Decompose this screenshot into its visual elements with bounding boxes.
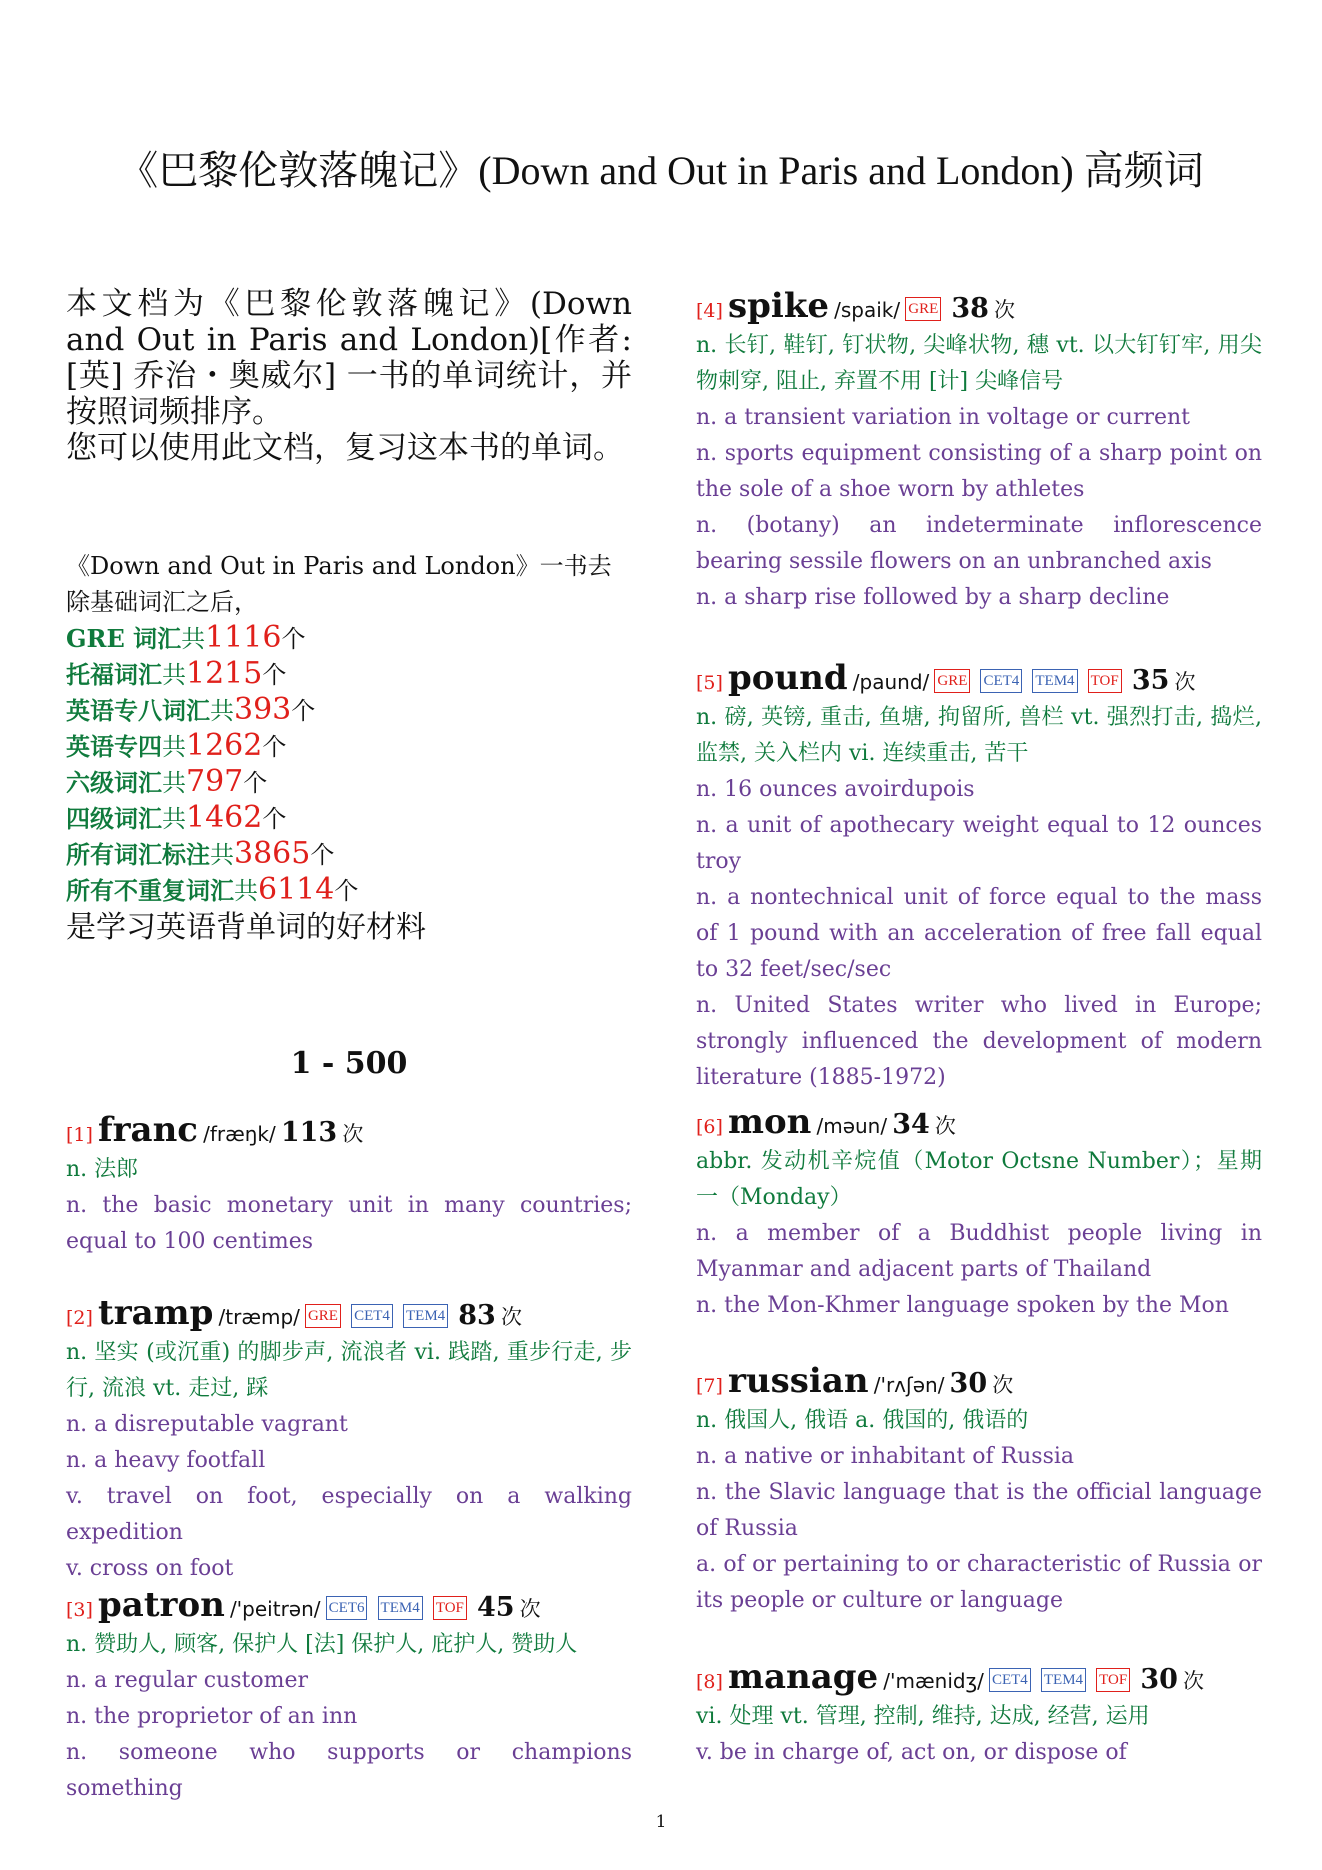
entry-phonetic: /'rʌʃən/ xyxy=(873,1373,945,1397)
entry-chinese-definition: n. 赞助人, 顾客, 保护人 [法] 保护人, 庇护人, 赞助人 xyxy=(66,1632,578,1657)
intro-text xyxy=(66,286,632,466)
entry-definition: n. a member of a Buddhist people living in Myanmar and adjacent parts of Thailand xyxy=(696,1221,1262,1282)
entry-index: [4] xyxy=(696,300,723,322)
intro-paragraph: 您可以使用此文档，复习这本书的单词。 xyxy=(66,430,624,466)
tag-badge: CET6 xyxy=(326,1596,368,1620)
word-entry xyxy=(66,1583,632,1807)
tag-badge: CET4 xyxy=(351,1304,393,1328)
vocab-stats xyxy=(66,620,632,908)
entry-word: pound xyxy=(728,658,848,698)
tag-badge: TEM4 xyxy=(1032,669,1077,693)
entry-definition: a. of or pertaining to or characteristic of Russia or its people or culture or language xyxy=(696,1552,1262,1613)
entry-index: [8] xyxy=(696,1671,723,1693)
page-number: 1 xyxy=(655,1812,667,1832)
entry-frequency: 45 xyxy=(476,1592,515,1623)
entry-definition: n. a unit of apothecary weight equal to 12 ounces troy xyxy=(696,813,1262,874)
word-entry xyxy=(696,1100,1262,1324)
entry-phonetic: /paund/ xyxy=(852,670,930,694)
entry-definition: n. United States writer who lived in Europe; strongly influenced the development of modern literature (1885-1972) xyxy=(696,993,1262,1090)
tag-badge: CET4 xyxy=(980,669,1022,693)
entry-chinese-definition: n. 坚实 (或沉重) 的脚步声, 流浪者 vi. 践踏, 重步行走, 步行, 流浪 vt. 走过, 踩 xyxy=(66,1340,632,1401)
frequency-unit: 次 xyxy=(342,1122,364,1146)
entry-phonetic: /fræŋk/ xyxy=(203,1122,276,1146)
entry-frequency: 30 xyxy=(949,1368,988,1399)
tag-badge: TEM4 xyxy=(1041,1668,1086,1692)
entry-definition: n. someone who supports or champions something xyxy=(66,1740,632,1801)
stat-row: 六级词汇共797个 xyxy=(66,764,268,799)
entry-word: russian xyxy=(728,1361,869,1401)
entry-index: [5] xyxy=(696,672,723,694)
entry-definition: v. be in charge of, act on, or dispose of xyxy=(696,1740,1127,1765)
entry-phonetic: /'peitrən/ xyxy=(229,1597,321,1621)
entry-definition: n. sports equipment consisting of a sharp point on the sole of a shoe worn by athletes xyxy=(696,441,1262,502)
frequency-unit: 次 xyxy=(519,1597,541,1621)
entry-definition: n. the basic monetary unit in many countries; equal to 100 centimes xyxy=(66,1193,632,1254)
entry-frequency: 38 xyxy=(951,293,989,324)
frequency-unit: 次 xyxy=(1183,1669,1204,1693)
frequency-unit: 次 xyxy=(992,1373,1014,1397)
tag-badge: TOF xyxy=(1088,669,1122,693)
word-entry xyxy=(696,1655,1262,1771)
entry-chinese-definition: n. 磅, 英镑, 重击, 鱼塘, 拘留所, 兽栏 vt. 强烈打击, 捣烂, 监禁, 关入栏内 vi. 连续重击, 苦干 xyxy=(696,705,1262,766)
entry-frequency: 34 xyxy=(892,1109,930,1140)
entry-phonetic: /træmp/ xyxy=(218,1305,300,1329)
word-entry xyxy=(696,1359,1262,1619)
frequency-unit: 次 xyxy=(500,1305,522,1329)
tag-badge: TEM4 xyxy=(403,1304,448,1328)
entry-chinese-definition: n. 俄国人, 俄语 a. 俄国的, 俄语的 xyxy=(696,1408,1029,1433)
tag-badge: TOF xyxy=(1096,1668,1130,1692)
entry-definition: v. travel on foot, especially on a walking expedition xyxy=(66,1484,632,1545)
entry-word: spike xyxy=(728,286,830,326)
entry-word: tramp xyxy=(98,1293,214,1333)
entry-definition: n. a heavy footfall xyxy=(66,1448,266,1473)
entry-definition: n. (botany) an indeterminate inflorescence bearing sessile flowers on an unbranched axis xyxy=(696,513,1262,574)
tag-badge: TEM4 xyxy=(378,1596,423,1620)
entry-word: patron xyxy=(98,1585,225,1625)
entry-header xyxy=(66,1108,632,1152)
stat-row: 所有不重复词汇共6114个 xyxy=(66,872,359,907)
word-entry xyxy=(66,1108,632,1260)
entry-header xyxy=(696,1100,1262,1144)
stat-row: 英语专四共1262个 xyxy=(66,728,287,763)
entry-chinese-definition: vi. 处理 vt. 管理, 控制, 维持, 达成, 经营, 运用 xyxy=(696,1704,1150,1729)
entry-frequency: 113 xyxy=(280,1117,338,1148)
entry-header xyxy=(66,1291,632,1335)
tag-badge: TOF xyxy=(433,1596,467,1620)
entry-definition: n. a transient variation in voltage or current xyxy=(696,405,1191,430)
tag-badge: GRE xyxy=(934,669,970,693)
summary-lead: 《Down and Out in Paris and London》一书去除基础词汇之后， xyxy=(66,552,612,616)
entry-definition: v. cross on foot xyxy=(66,1556,234,1581)
entry-definition: n. 16 ounces avoirdupois xyxy=(696,777,975,802)
entry-index: [6] xyxy=(696,1116,723,1138)
entry-definition: n. a regular customer xyxy=(66,1668,308,1693)
stat-row: 所有词汇标注共3865个 xyxy=(66,836,335,871)
entry-frequency: 83 xyxy=(458,1300,496,1331)
word-entry xyxy=(66,1291,632,1587)
stat-row: 英语专八词汇共393个 xyxy=(66,692,316,727)
entry-frequency: 30 xyxy=(1140,1664,1178,1695)
entry-chinese-definition: n. 长钉, 鞋钉, 钉状物, 尖峰状物, 穗 vt. 以大钉钉牢, 用尖物刺穿, 阻止, 弃置不用 [计] 尖峰信号 xyxy=(696,333,1262,394)
summary-closing: 是学习英语背单词的好材料 xyxy=(66,910,426,945)
entry-definition: n. a native or inhabitant of Russia xyxy=(696,1444,1075,1469)
frequency-unit: 次 xyxy=(934,1114,956,1138)
entry-index: [2] xyxy=(66,1307,93,1329)
entry-header xyxy=(696,1359,1262,1403)
entry-definition: n. a sharp rise followed by a sharp decline xyxy=(696,585,1170,610)
entry-phonetic: /spaik/ xyxy=(834,298,901,322)
intro-paragraph: 本文档为《巴黎伦敦落魄记》(Down and Out in Paris and London)[作者: [英] 乔治・奥威尔] 一书的单词统计，并按照词频排序。 xyxy=(66,286,632,430)
page-title: 《巴黎伦敦落魄记》(Down and Out in Paris and London) 高频词 xyxy=(118,148,1204,193)
entry-definition: n. the Slavic language that is the official language of Russia xyxy=(696,1480,1262,1541)
entry-header xyxy=(696,284,1262,328)
word-entry xyxy=(696,656,1262,1096)
entry-chinese-definition: abbr. 发动机辛烷值（Motor Octsne Number）；星期一（Monday） xyxy=(696,1149,1262,1210)
entry-definition: n. a disreputable vagrant xyxy=(66,1412,348,1437)
entry-definition: n. the proprietor of an inn xyxy=(66,1704,358,1729)
frequency-unit: 次 xyxy=(1174,670,1196,694)
stat-row: GRE 词汇共1116个 xyxy=(66,620,306,655)
stat-row: 托福词汇共1215个 xyxy=(66,656,287,691)
entry-definition: n. a nontechnical unit of force equal to the mass of 1 pound with an acceleration of free fall equal to 32 feet/sec/sec xyxy=(696,885,1262,982)
word-entry xyxy=(696,284,1262,616)
tag-badge: GRE xyxy=(305,1304,341,1328)
frequency-unit: 次 xyxy=(994,298,1015,322)
tag-badge: CET4 xyxy=(989,1668,1031,1692)
tag-badge: GRE xyxy=(905,297,941,321)
entry-index: [3] xyxy=(66,1599,93,1621)
entry-word: franc xyxy=(98,1110,199,1150)
range-heading: 1 - 500 xyxy=(290,1046,408,1081)
entry-phonetic: /'mænidʒ/ xyxy=(883,1669,984,1693)
entry-word: manage xyxy=(728,1657,879,1697)
entry-chinese-definition: n. 法郎 xyxy=(66,1157,139,1182)
entry-phonetic: /məun/ xyxy=(816,1114,888,1138)
entry-header xyxy=(696,656,1262,700)
entry-word: mon xyxy=(728,1102,812,1142)
entry-header xyxy=(66,1583,632,1627)
entry-frequency: 35 xyxy=(1131,665,1170,696)
entry-index: [7] xyxy=(696,1375,723,1397)
entry-definition: n. the Mon-Khmer language spoken by the Mon xyxy=(696,1293,1229,1318)
entry-header xyxy=(696,1655,1262,1699)
stat-row: 四级词汇共1462个 xyxy=(66,800,287,835)
entry-index: [1] xyxy=(66,1124,93,1146)
